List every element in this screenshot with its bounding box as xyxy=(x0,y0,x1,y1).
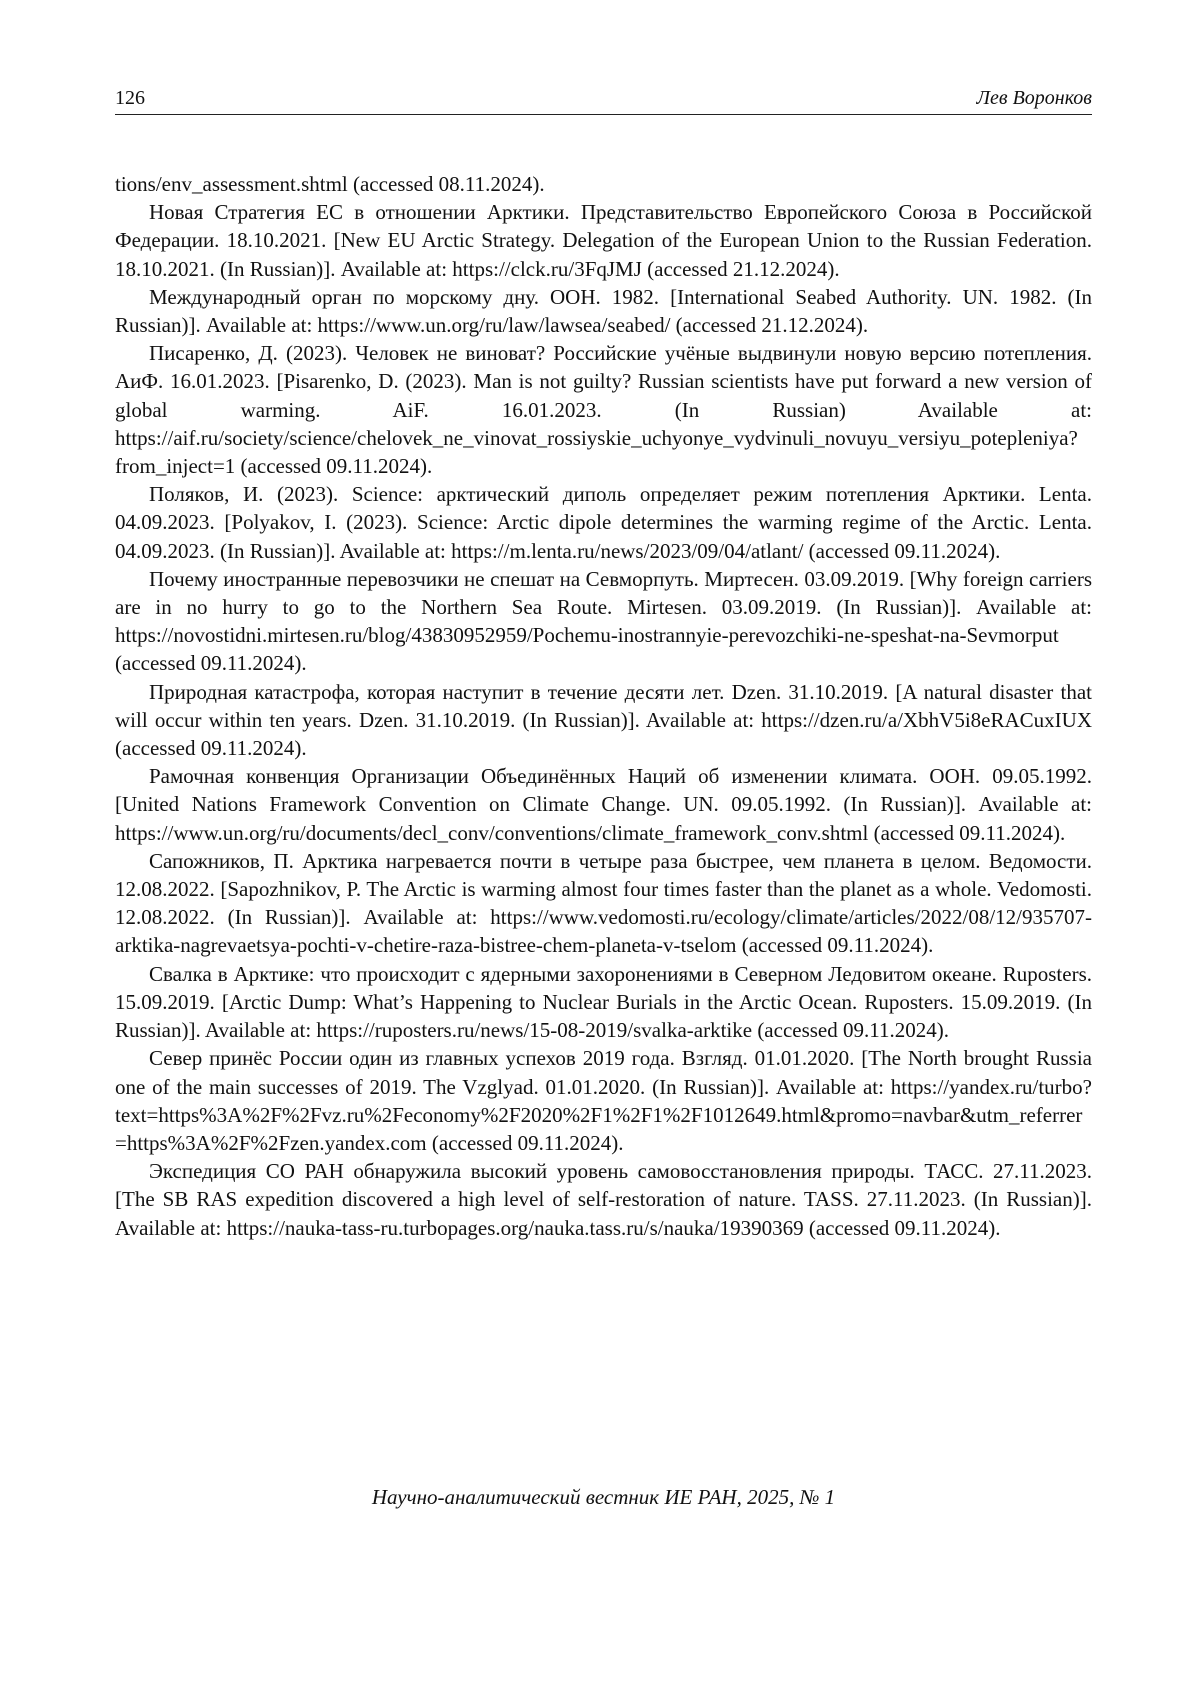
reference-entry: Поляков, И. (2023). Science: арктический диполь определяет режим потепления Арктики. Lenta. 04.09.2023. [Polyakov, I. (2023). Science: Arctic dipole determines the warming regime of the Arctic. Lenta. 04.09.2023. (In Russian)]. Available at: https://m.lenta.ru/news/2023/09/04/atlant/ (accessed 09.11.2024). xyxy=(115,482,1092,563)
reference-entry-continued: tions/env_assessment.shtml (accessed 08.11.2024). xyxy=(115,172,545,196)
reference-entry: Почему иностранные перевозчики не спешат на Севморпуть. Миртесен. 03.09.2019. [Why foreign carriers are in no hurry to go to the Northern Sea Route. Mirtesen. 03.09.2019. (In Russian)]. Available at: https://novostidni.mirtesen.ru/blog/43830952959/Pochemu-inostrannyie-perevozchiki-ne-speshat-na-Sevmorput (accessed 09.11.2024). xyxy=(115,566,1092,676)
reference-entry: Экспедиция СО РАН обнаружила высокий уровень самовосстановления природы. ТАСС. 27.11.2023. [The SB RAS expedition discovered a high level of self-restoration of nature. TASS. 27.11.2023. (In Russian)]. Available at: https://nauka-tass-ru.turbopages.org/nauka.tass.ru/s/nauka/19390369 (accessed 09.11.2024). xyxy=(115,1159,1092,1240)
running-author: Лев Воронков xyxy=(976,87,1092,109)
reference-list xyxy=(115,170,1092,1242)
journal-footer: Научно-аналитический вестник ИЕ РАН, 2025, № 1 xyxy=(371,1485,836,1509)
reference-entry: Сапожников, П. Арктика нагревается почти в четыре раза быстрее, чем планета в целом. Ведомости. 12.08.2022. [Sapozhnikov, P. The Arctic is warming almost four times faster than the planet as a whole. Vedomosti. 12.08.2022. (In Russian)]. Available at: https://www.vedomosti.ru/ecology/climate/articles/2022/08/12/935707-arktika-nagrevaetsya-pochti-v-chetire-raza-bistree-chem-planeta-v-tselom (accessed 09.11.2024). xyxy=(115,848,1092,958)
page-number: 126 xyxy=(115,87,145,109)
reference-entry: Писаренко, Д. (2023). Человек не виноват? Российские учёные выдвинули новую версию потепления. АиФ. 16.01.2023. [Pisarenko, D. (2023). Man is not guilty? Russian scientists have put forward a new version of global warming. AiF. 16.01.2023. (In Russian) Available at: https://aif.ru/society/science/chelovek_ne_vinovat_rossiyskie_uchyonye_vydvinuli_novuyu_versiyu_potepleniya?from_inject=1 (accessed 09.11.2024). xyxy=(115,341,1092,479)
reference-entry: Новая Стратегия ЕС в отношении Арктики. Представительство Европейского Союза в Российской Федерации. 18.10.2021. [New EU Arctic Strategy. Delegation of the European Union to the Russian Federation. 18.10.2021. (In Russian)]. Available at: https://clck.ru/3FqJMJ (accessed 21.12.2024). xyxy=(115,200,1092,281)
reference-entry: Международный орган по морскому дну. ООН. 1982. [International Seabed Authority. UN. 1982. (In Russian)]. Available at: https://www.un.org/ru/law/lawsea/seabed/ (accessed 21.12.2024). xyxy=(115,284,1092,338)
reference-entry: Север принёс России один из главных успехов 2019 года. Взгляд. 01.01.2020. [The North brought Russia one of the main successes of 2019. The Vzglyad. 01.01.2020. (In Russian)]. Available at: https://yandex.ru/turbo?text=https%3A%2F%2Fvz.ru%2Feconomy%2F2020%2F1%2F1%2F1012649.html&promo=navbar&utm_referrer=https%3A%2F%2Fzen.yandex.com (accessed 09.11.2024). xyxy=(115,1046,1092,1155)
reference-entry: Природная катастрофа, которая наступит в течение десяти лет. Dzen. 31.10.2019. [A natural disaster that will occur within ten years. Dzen. 31.10.2019. (In Russian)]. Available at: https://dzen.ru/a/XbhV5i8eRACuxIUX (accessed 09.11.2024). xyxy=(115,679,1092,761)
reference-entry: Свалка в Арктике: что происходит с ядерными захоронениями в Северном Ледовитом океане. Ruposters. 15.09.2019. [Arctic Dump: What’s Happening to Nuclear Burials in the Arctic Ocean. Ruposters. 15.09.2019. (In Russian)]. Available at: https://ruposters.ru/news/15-08-2019/svalka-arktike (accessed 09.11.2024). xyxy=(115,961,1092,1043)
page-header xyxy=(115,84,1092,115)
reference-entry: Рамочная конвенция Организации Объединённых Наций об изменении климата. ООН. 09.05.1992. [United Nations Framework Convention on Climate Change. UN. 09.05.1992. (In Russian)]. Available at: https://www.un.org/ru/documents/decl_conv/conventions/climate_framework_conv.shtml (accessed 09.11.2024). xyxy=(115,764,1092,845)
